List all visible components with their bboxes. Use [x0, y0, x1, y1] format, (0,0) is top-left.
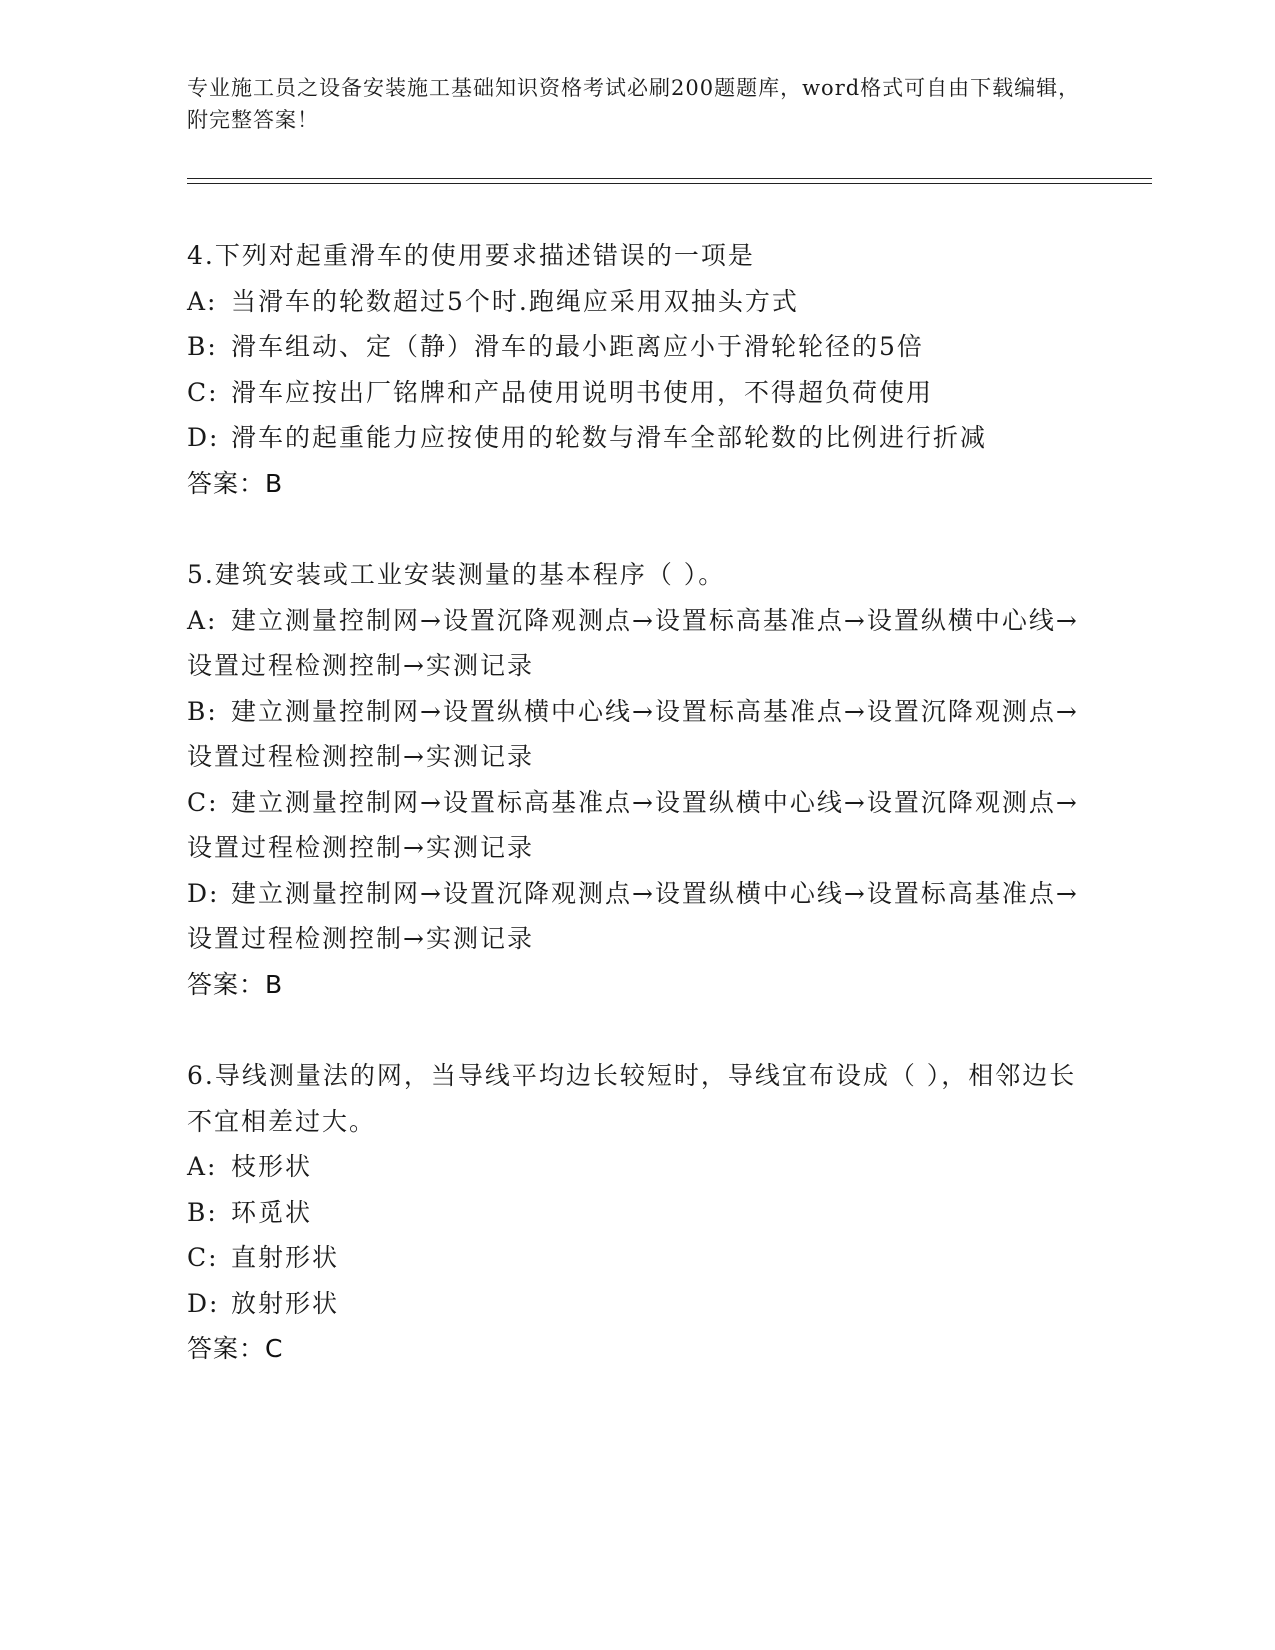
question-stem: 5.建筑安装或工业安装测量的基本程序（ ）。 [187, 560, 726, 589]
option-text: 建立测量控制网→设置沉降观测点→设置标高基准点→设置纵横中心线→设置过程检测控制→实测记录 [187, 605, 1079, 680]
option-text: 建立测量控制网→设置沉降观测点→设置纵横中心线→设置标高基准点→设置过程检测控制→实测记录 [187, 878, 1079, 953]
option-text: 建立测量控制网→设置标高基准点→设置纵横中心线→设置沉降观测点→设置过程检测控制→实测记录 [187, 787, 1079, 862]
option-b [187, 324, 1087, 370]
option-a [187, 279, 1087, 325]
question-stem: 4.下列对起重滑车的使用要求描述错误的一项是 [187, 241, 755, 270]
option-text: 直射形状 [231, 1243, 340, 1272]
option-c [187, 780, 1087, 871]
option-text: 滑车的起重能力应按使用的轮数与滑车全部轮数的比例进行折减 [231, 423, 988, 452]
option-key: D: [187, 878, 220, 908]
answer-line: 答案：C [187, 1334, 284, 1363]
option-key: B: [187, 696, 218, 726]
option-d [187, 415, 1087, 461]
option-key: C: [187, 377, 219, 407]
option-d [187, 871, 1087, 962]
option-text: 环觅状 [231, 1197, 313, 1227]
question-5 [187, 552, 1087, 1007]
option-c [187, 370, 1087, 416]
option-key: A: [187, 605, 218, 635]
option-text: 当滑车的轮数超过5个时.跑绳应采用双抽头方式 [231, 286, 799, 316]
document-header: 专业施工员之设备安装施工基础知识资格考试必刷200题题库，word格式可自由下载编辑，附完整答案！ [187, 76, 1081, 132]
option-text: 放射形状 [231, 1288, 340, 1318]
option-b [187, 689, 1087, 780]
question-4 [187, 233, 1087, 506]
option-key: B: [187, 332, 218, 361]
option-key: A: [187, 286, 218, 316]
option-key: A: [187, 1152, 218, 1181]
option-key: D: [187, 423, 220, 452]
answer-line: 答案：B [187, 969, 284, 999]
option-key: D: [187, 1288, 220, 1318]
option-a [187, 1144, 1087, 1190]
option-c [187, 1235, 1087, 1281]
option-text: 枝形状 [231, 1152, 313, 1181]
question-6 [187, 1053, 1087, 1372]
question-stem: 6.导线测量法的网，当导线平均边长较短时，导线宜布设成（ ），相邻边长不宜相差过大。 [187, 1061, 1077, 1136]
option-b [187, 1190, 1087, 1236]
option-key: C: [187, 787, 219, 817]
header-divider-bottom [187, 183, 1152, 184]
option-text: 建立测量控制网→设置纵横中心线→设置标高基准点→设置沉降观测点→设置过程检测控制→实测记录 [187, 696, 1079, 771]
answer-line: 答案：B [187, 468, 284, 498]
option-text: 滑车应按出厂铭牌和产品使用说明书使用，不得超负荷使用 [231, 377, 934, 407]
option-key: B: [187, 1197, 218, 1227]
header-divider-top [187, 178, 1152, 179]
option-d [187, 1281, 1087, 1327]
option-a [187, 598, 1087, 689]
option-text: 滑车组动、定（静）滑车的最小距离应小于滑轮轮径的5倍 [231, 332, 924, 361]
option-key: C: [187, 1243, 219, 1272]
